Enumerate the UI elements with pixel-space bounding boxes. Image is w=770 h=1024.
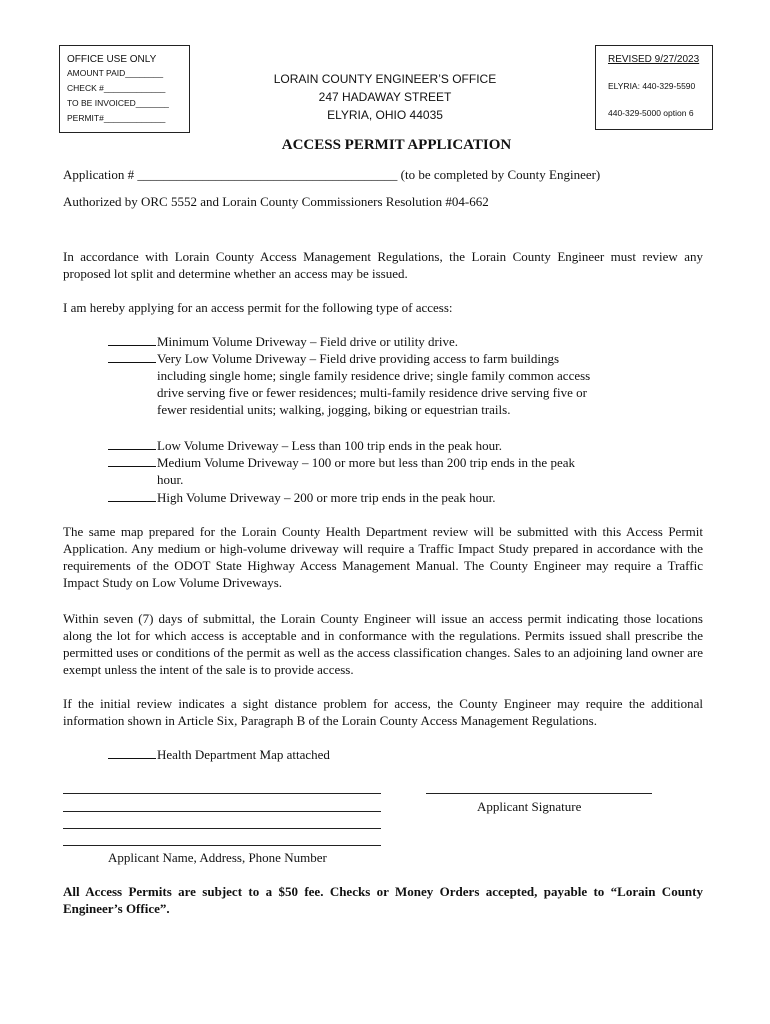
- office-street: 247 HADAWAY STREET: [318, 90, 452, 104]
- phone-elyria: ELYRIA: 440-329-5590: [608, 81, 696, 91]
- option-blank[interactable]: [108, 746, 156, 759]
- health-map-label: Health Department Map attached: [157, 747, 330, 762]
- option-label: Very Low Volume Driveway – Field drive providing access to farm buildings including single home; single family residence drive; single family common access drive serving five or fewer residences; multi-family residence drive serving five or fewer residential units; walking, jogging, biking or equestrian trails.: [157, 351, 591, 417]
- option-blank[interactable]: [108, 454, 156, 467]
- intro-paragraph: In accordance with Lorain County Access Management Regulations, the Lorain County Engineer must review any proposed lot split and determine whether an access may be issued.: [63, 249, 703, 281]
- option-label: High Volume Driveway – 200 or more trip ends in the peak hour.: [157, 490, 496, 505]
- revision-date: REVISED 9/27/2023: [608, 54, 700, 65]
- option-label: Medium Volume Driveway – 100 or more but less than 200 trip ends in the peak hour.: [157, 455, 575, 487]
- name-line-4[interactable]: [63, 845, 381, 846]
- permit-number-field: PERMIT#_____________: [67, 113, 166, 123]
- option-label: Low Volume Driveway – Less than 100 trip ends in the peak hour.: [157, 438, 503, 453]
- office-name: LORAIN COUNTY ENGINEER’S OFFICE: [273, 72, 497, 86]
- option-blank[interactable]: [108, 350, 156, 363]
- applicant-name-label: Applicant Name, Address, Phone Number: [108, 850, 327, 865]
- office-use-title: OFFICE USE ONLY: [67, 54, 157, 65]
- option-low-volume: [108, 437, 597, 454]
- option-minimum-volume: [108, 333, 597, 350]
- option-blank[interactable]: [108, 489, 156, 502]
- option-medium-volume: [108, 454, 582, 488]
- authorization-text: Authorized by ORC 5552 and Lorain County Commissioners Resolution #04-662: [63, 194, 489, 209]
- option-label: Minimum Volume Driveway – Field drive or utility drive.: [157, 334, 459, 349]
- fee-note: All Access Permits are subject to a $50 fee. Checks or Money Orders accepted, payable to “Lorain County Engineer’s Office”.: [63, 884, 703, 916]
- applying-statement: I am hereby applying for an access permit for the following type of access:: [63, 300, 453, 315]
- amount-paid-field: AMOUNT PAID________: [67, 68, 164, 78]
- application-number-line: Application # ________________________________________ (to be completed by County Engineer): [63, 167, 601, 182]
- seven-days-paragraph: Within seven (7) days of submittal, the Lorain County Engineer will issue an access permit indicating those locations along the lot for which access is acceptable and in conformance with the regulations. Permits issued shall prescribe the permitted uses or conditions of the permit as well as the access classification changes. Sales to an adjoining land owner are exempt unless the intent of the sale is to provide access.: [63, 611, 703, 677]
- office-use-box: [59, 45, 190, 133]
- map-paragraph: The same map prepared for the Lorain County Health Department review will be submitted with this Access Permit Application. Any medium or high-volume driveway will require a Traffic Impact Study prepared in accordance with the requirements of the ODOT State Highway Access Management Manual. The County Engineer may require a Traffic Impact Study on Low Volume Driveways.: [63, 524, 703, 590]
- sight-distance-paragraph: If the initial review indicates a sight distance problem for access, the County Engineer may require the additional information shown in Article Six, Paragraph B of the Lorain County Access Management Regulations.: [63, 696, 703, 728]
- signature-label: Applicant Signature: [477, 799, 582, 814]
- name-line-2[interactable]: [63, 811, 381, 812]
- revision-box: [595, 45, 713, 130]
- option-high-volume: [108, 489, 597, 506]
- name-line-3[interactable]: [63, 828, 381, 829]
- option-blank[interactable]: [108, 437, 156, 450]
- signature-line[interactable]: [426, 793, 652, 794]
- name-line-1[interactable]: [63, 793, 381, 794]
- page-title: ACCESS PERMIT APPLICATION: [281, 137, 512, 153]
- option-very-low-volume: [108, 350, 592, 418]
- phone-option: 440-329-5000 option 6: [608, 108, 694, 118]
- health-department-map-check: [108, 746, 330, 763]
- to-be-invoiced-field: TO BE INVOICED_______: [67, 98, 169, 108]
- check-number-field: CHECK #_____________: [67, 83, 166, 93]
- option-blank[interactable]: [108, 333, 156, 346]
- office-address-header: [270, 70, 500, 124]
- office-city: ELYRIA, OHIO 44035: [327, 108, 443, 122]
